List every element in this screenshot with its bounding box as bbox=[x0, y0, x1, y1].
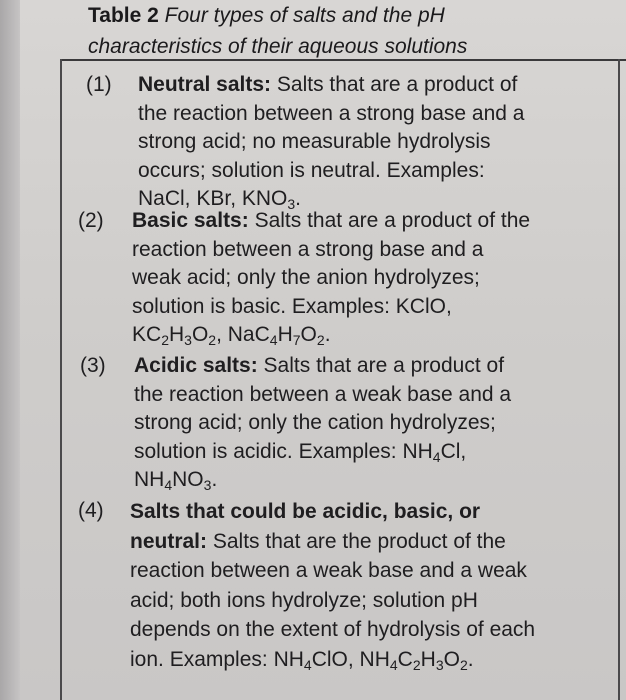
item-line-4: depends on the extent of hydrolysis of each bbox=[130, 618, 536, 641]
item-number: (3) bbox=[80, 354, 106, 377]
table-right-border bbox=[618, 59, 620, 700]
item-line-2: the reaction between a weak base and a bbox=[134, 382, 512, 406]
item-line-3: strong acid; only the cation hydrolyzes; bbox=[134, 411, 496, 434]
item-line-2: reaction between a weak base and a weak bbox=[130, 559, 527, 582]
item-text: Salts that are a product of bbox=[257, 354, 505, 377]
item-heading: Neutral salts: bbox=[138, 73, 272, 96]
item-number: (1) bbox=[86, 73, 112, 96]
table-caption bbox=[88, 0, 588, 62]
item-number: (2) bbox=[78, 209, 104, 232]
item-number: (4) bbox=[78, 499, 104, 522]
item-description bbox=[138, 71, 524, 214]
page-edge-shadow bbox=[0, 0, 20, 700]
item-heading: Basic salts: bbox=[132, 209, 249, 232]
item-text: Salts that are the product of the bbox=[207, 529, 506, 553]
item-line-2: reaction between a strong base and a bbox=[132, 237, 484, 261]
item-description bbox=[132, 207, 530, 350]
item-heading-line-2: neutral: bbox=[130, 529, 208, 553]
item-text: Salts that are a product of bbox=[271, 73, 518, 96]
item-heading-line-1: Salts that could be acidic, basic, or bbox=[130, 500, 481, 523]
table-left-border bbox=[60, 59, 62, 700]
caption-title-line-1: Four types of salts and the pH bbox=[164, 4, 445, 27]
item-description bbox=[134, 352, 511, 495]
item-examples: NaCl, KBr, $KNO_3$. bbox=[138, 187, 302, 212]
item-line-1 bbox=[132, 207, 530, 236]
item-line-4: solution is basic. Examples: KClO, bbox=[132, 294, 452, 318]
item-line-4: solution is acidic. Examples: $NH_4Cl$, bbox=[134, 439, 467, 465]
item-line-1 bbox=[138, 71, 524, 100]
item-line-2: the reaction between a strong base and a bbox=[138, 101, 525, 125]
caption-title-line-2: characteristics of their aqueous solutions bbox=[88, 35, 468, 58]
item-description bbox=[130, 497, 535, 674]
item-line-1 bbox=[130, 527, 535, 557]
item-line-3: weak acid; only the anion hydrolyzes; bbox=[132, 266, 480, 289]
item-examples: $KC_2H_3O_2$, $NaC_4H_7O_2$. bbox=[132, 323, 331, 348]
item-line-4: occurs; solution is neutral. Examples: bbox=[138, 158, 485, 182]
item-line-3: acid; both ions hydrolyze; solution pH bbox=[130, 588, 478, 612]
item-examples: ion. Examples: $NH_4ClO$, $NH_4C_2H_3O_2$. bbox=[130, 647, 474, 673]
item-heading: Acidic salts: bbox=[134, 354, 258, 377]
item-line-1 bbox=[134, 352, 511, 381]
caption-line-1 bbox=[88, 0, 588, 31]
table-label: Table 2 bbox=[88, 4, 159, 27]
item-examples: $NH_4NO_3$. bbox=[134, 468, 218, 493]
table-top-rule bbox=[60, 59, 626, 61]
item-text: Salts that are a product of the bbox=[248, 209, 531, 232]
item-line-3: strong acid; no measurable hydrolysis bbox=[138, 130, 491, 153]
